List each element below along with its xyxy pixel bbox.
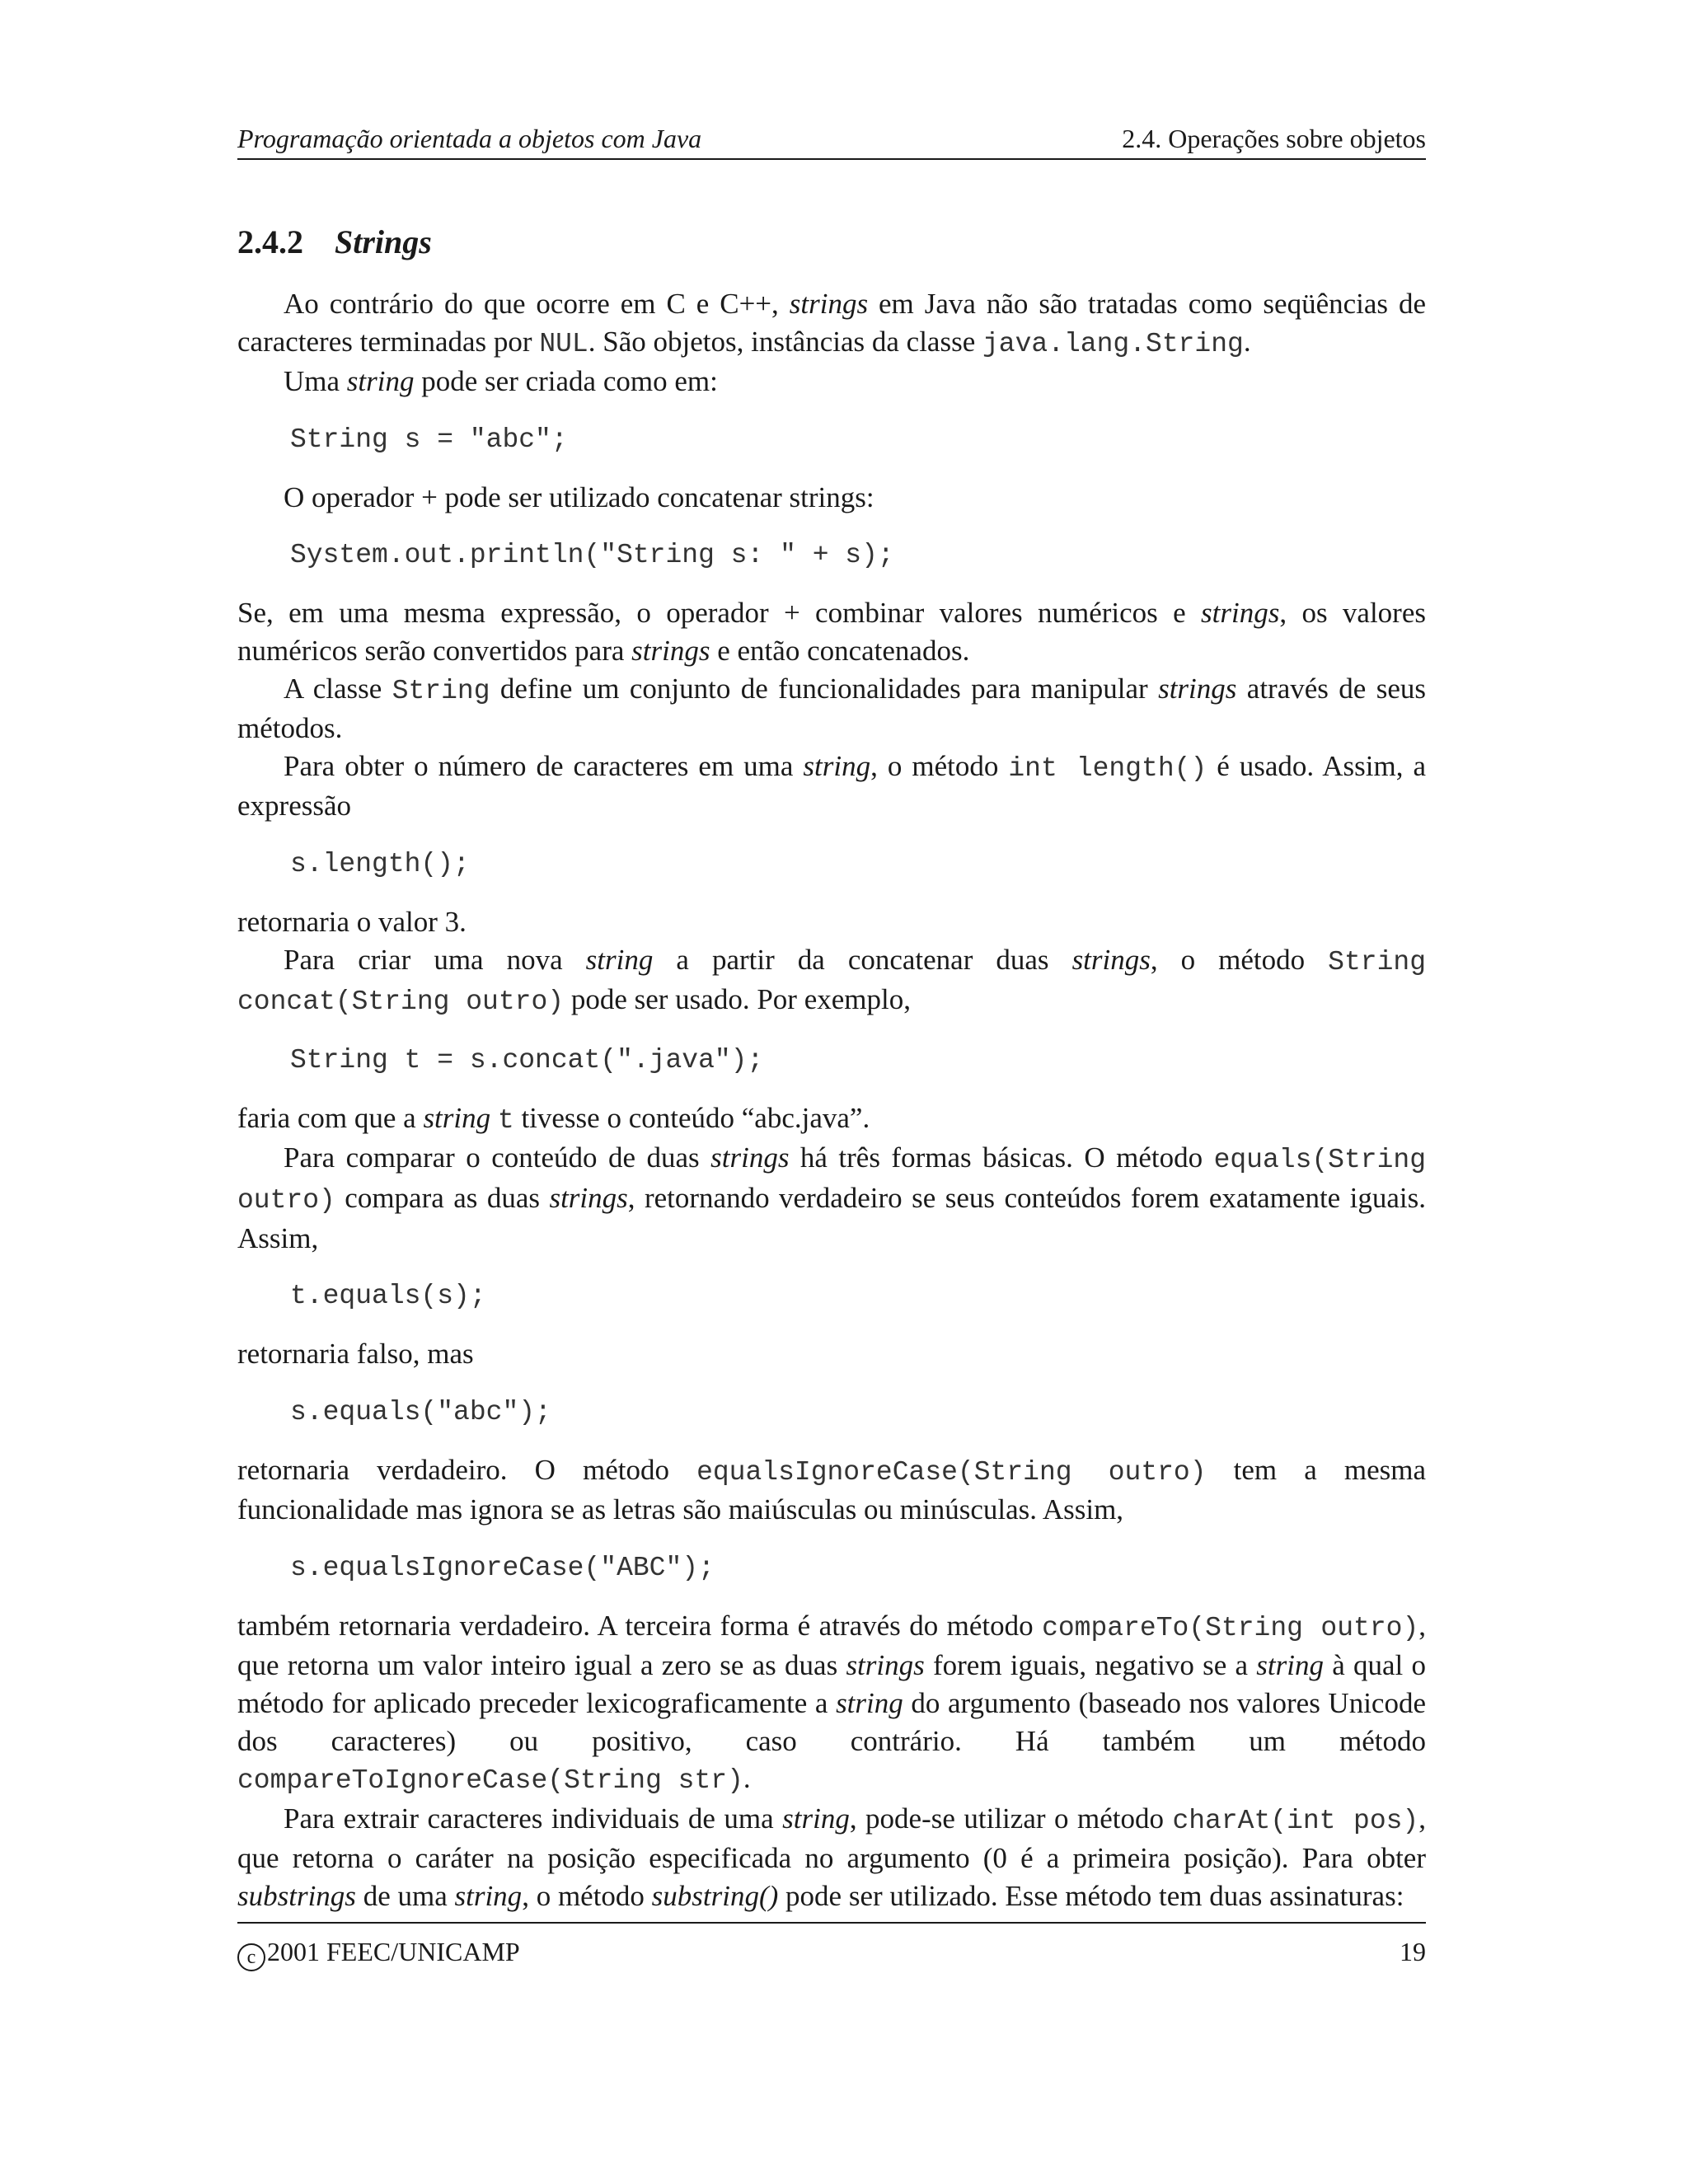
code-example-equals-t: t.equals(s); bbox=[290, 1281, 486, 1312]
paragraph-intro: Ao contrário do que ocorre em C e C++, strings em Java não são tratadas como seqüências de caracteres terminadas por NUL. São objetos, instâncias da classe java.lang.String. bbox=[237, 288, 1426, 359]
code-example-equals-abc: s.equals("abc"); bbox=[290, 1396, 551, 1427]
copyright-icon: c bbox=[237, 1943, 265, 1971]
code-example-concat: String t = s.concat(".java"); bbox=[290, 1044, 764, 1076]
header-section-title: 2.4. Operações sobre objetos bbox=[1122, 124, 1426, 153]
paragraph-concat-result: faria com que a string t tivesse o conteúdo “abc.java”. bbox=[237, 1101, 870, 1136]
page-number: 19 bbox=[1400, 1937, 1426, 1966]
paragraph-concat-method: Para criar uma nova string a partir da concatenar duas strings, o método String concat(String outro) pode ser usado. Por exemplo, bbox=[237, 943, 1426, 1018]
paragraph-concat-operator: O operador + pode ser utilizado concatenar strings: bbox=[284, 480, 874, 513]
section-heading bbox=[237, 223, 1426, 262]
code-example-equals-ignore-case: s.equalsIgnoreCase("ABC"); bbox=[290, 1552, 715, 1583]
paragraph-length: Para obter o número de caracteres em uma string, o método int length() é usado. Assim, a expressão bbox=[237, 749, 1427, 823]
page-content bbox=[237, 223, 1426, 1915]
paragraph-compare-to: também retornaria verdadeiro. A terceira forma é através do método compareTo(String outro), que retorna um valor inteiro igual a zero se as duas strings forem iguais, negativo se a string à qual o método for aplicado preceder lexicograficamente a string do argumento (baseado nos valores Unicode dos caracteres) ou positivo, caso contrário. Há também um método compareToIgnoreCase(String str). bbox=[237, 1609, 1426, 1797]
section-number: 2.4.2 bbox=[237, 223, 303, 260]
paragraph-equals-ignore-case: retornaria verdadeiro. O método equalsIgnoreCase(String outro) tem a mesma funcionalidade mas ignora se as letras são maiúsculas ou minúsculas. Assim, bbox=[237, 1453, 1426, 1526]
header-rule bbox=[237, 158, 1426, 160]
code-example-declare: String s = "abc"; bbox=[290, 424, 568, 455]
header-book-title: Programação orientada a objetos com Java bbox=[237, 124, 702, 153]
running-header bbox=[237, 122, 1426, 155]
page-footer bbox=[237, 1935, 1426, 1971]
paragraph-equals-false: retornaria falso, mas bbox=[237, 1338, 474, 1371]
paragraph-mixed-expression: Se, em uma mesma expressão, o operador + combinar valores numéricos e strings, os valores numéricos serão convertidos para strings e então concatenados. bbox=[237, 597, 1426, 667]
footer-copyright: c 2001 FEEC/UNICAMP bbox=[237, 1935, 520, 1971]
paragraph-char-at: Para extrair caracteres individuais de uma string, pode-se utilizar o método charAt(int pos), que retorna o caráter na posição especificada no argumento (0 é a primeira posição). Para obter substrings de uma string, o método substring() pode ser utilizado. Esse método tem duas assinaturas: bbox=[237, 1802, 1426, 1913]
paragraph-equals: Para comparar o conteúdo de duas strings há três formas básicas. O método equals(String outro) compara as duas strings, retornando verdadeiro se seus conteúdos forem exatamente iguais. Assim, bbox=[237, 1141, 1427, 1254]
paragraph-length-result: retornaria o valor 3. bbox=[237, 905, 467, 938]
code-example-println: System.out.println("String s: " + s); bbox=[290, 540, 894, 571]
code-example-length: s.length(); bbox=[290, 848, 470, 879]
paragraph-create: Uma string pode ser criada como em: bbox=[284, 365, 718, 398]
footer-rule bbox=[237, 1922, 1426, 1924]
paragraph-string-class: A classe String define um conjunto de funcionalidades para manipular strings através de seus métodos. bbox=[237, 672, 1426, 745]
section-name: Strings bbox=[335, 223, 432, 260]
